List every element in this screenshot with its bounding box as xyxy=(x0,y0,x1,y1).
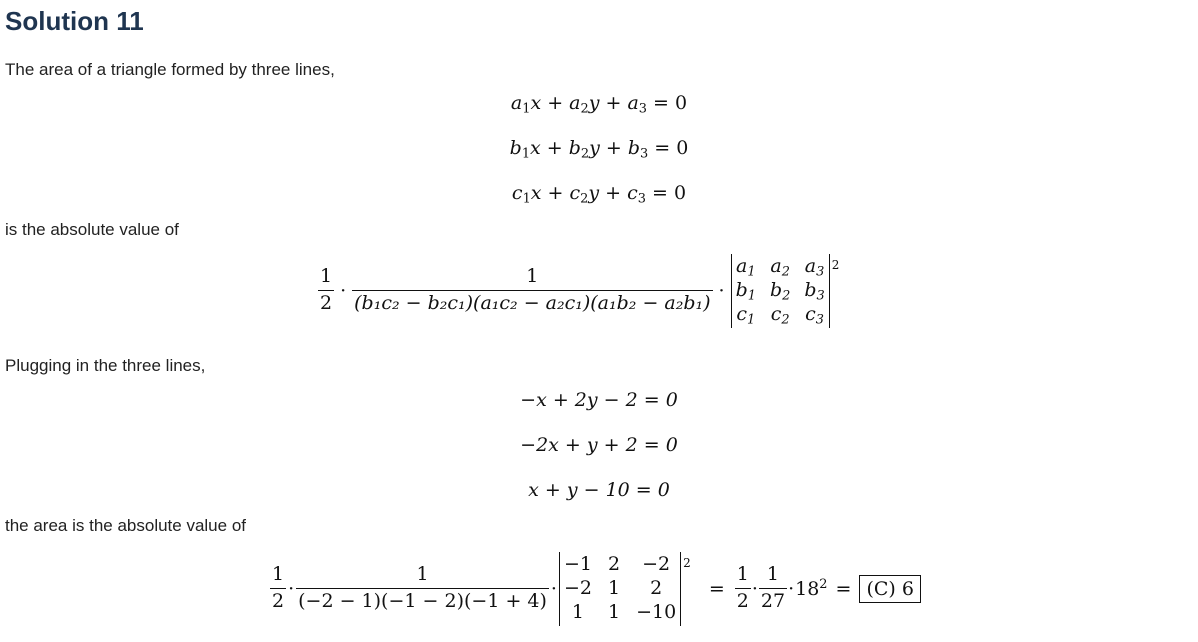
answer-box: (C) 6 xyxy=(859,575,921,603)
reciprocal-fraction: $\frac{1}{\text{(b₁c₂ − b₂c₁)(a₁c₂ − a₂c₁)(a₁b₂ − a₂b₁)}}$ xyxy=(354,265,711,315)
coefficient-determinant: $a_1$ $a_2$ $a_3$ $b_1$ $b_2$ $b_3$ $c_1$ $c_2$ $c_3$ xyxy=(731,254,830,328)
half-fraction: $\frac{1}{2}$ xyxy=(320,265,333,315)
specific-line-2: −2x + y + 2 = 0 xyxy=(520,434,678,456)
numeric-determinant: −1 2 −2 −2 1 2 1 1 −10 xyxy=(559,552,681,626)
result-fraction-27: $\frac{1}{27}$ xyxy=(760,563,786,613)
determinant-exponent: 2 xyxy=(831,257,840,272)
plugging-in-text: Plugging in the three lines, xyxy=(5,356,206,375)
area-computation: $\frac{1}{2}$ · $\frac{1}{(-2 - 1)(-1 - 2)(-1 + 4)}$ · −1 2 −2 −2 1 2 1 1 −10 2 = $\frac{1}{2}$ · $\frac{1}{27}$ · $18^2$ = (C) 6 xyxy=(270,552,921,626)
numeric-exponent: 2 xyxy=(683,555,691,570)
line-equation-a: $a_1x + a_2y + a_3 = 0$ xyxy=(510,92,688,117)
absolute-value-text: is the absolute value of xyxy=(5,220,179,239)
intro-text: The area of a triangle formed by three lines, xyxy=(5,60,335,79)
solution-heading: Solution 11 xyxy=(5,6,144,36)
line-equation-b: $b_1x + b_2y + b_3 = 0$ xyxy=(509,137,689,162)
specific-line-1: −x + 2y − 2 = 0 xyxy=(520,389,678,411)
specific-line-3: x + y − 10 = 0 xyxy=(528,479,670,501)
line-equation-c: $c_1x + c_2y + c_3 = 0$ xyxy=(511,182,687,207)
area-text: the area is the absolute value of xyxy=(5,516,246,535)
power-term: $18^2$ xyxy=(795,576,828,600)
half-fraction-2: $\frac{1}{2}$ xyxy=(272,563,285,613)
reciprocal-fraction-2: $\frac{1}{(-2 - 1)(-1 - 2)(-1 + 4)}$ xyxy=(298,563,547,613)
result-fraction-half: $\frac{1}{2}$ xyxy=(736,563,749,613)
general-area-formula: $\frac{1}{2}$ · $\frac{1}{\text{(b₁c₂ − b₂c₁)(a₁c₂ − a₂c₁)(a₁b₂ − a₂b₁)}}$ · $a_1$ $a_2$ $a_3$ $b_1$ $b_2$ $b_3$ $c_1$ $c_2$ $c_3$ 2 xyxy=(320,255,840,328)
